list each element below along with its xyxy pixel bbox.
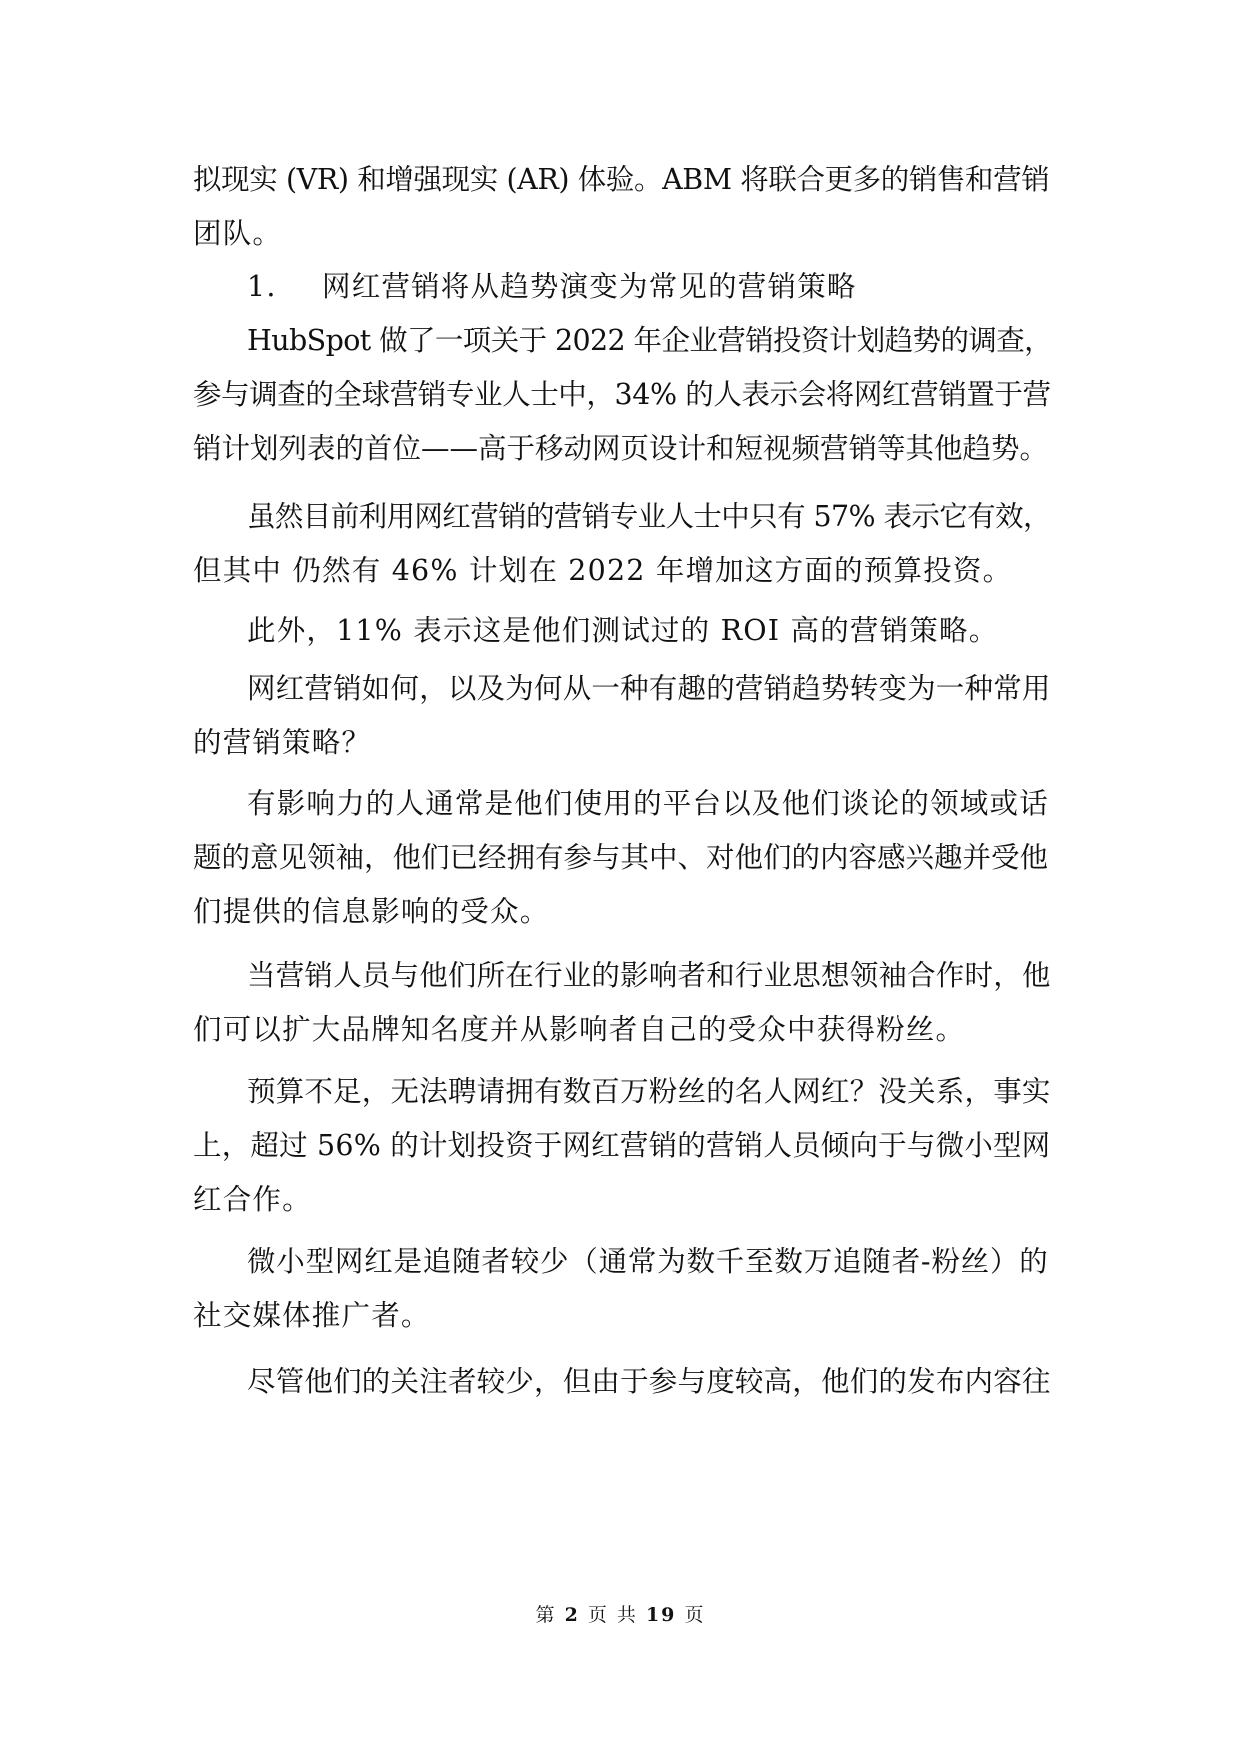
body-line: 有影响力的人通常是他们使用的平台以及他们谈论的领域或话 xyxy=(247,787,1049,820)
footer-prefix: 第 xyxy=(535,1604,557,1626)
body-line: 虽然目前利用网红营销的营销专业人士中只有 57% 表示它有效， xyxy=(247,500,1051,533)
body-line: 们可以扩大品牌知名度并从影响者自己的受众中获得粉丝。 xyxy=(193,1013,966,1046)
body-line: 尽管他们的关注者较少，但由于参与度较高，他们的发布内容往 xyxy=(247,1365,1051,1398)
body-line: 拟现实 (VR) 和增强现实 (AR) 体验。ABM 将联合更多的销售和营销 xyxy=(193,163,1050,196)
body-line: 参与调查的全球营销专业人士中，34% 的人表示会将网红营销置于营 xyxy=(193,378,1051,411)
body-line: 的营销策略？ xyxy=(193,726,372,759)
heading-number: 1. xyxy=(247,270,277,303)
body-line: 们提供的信息影响的受众。 xyxy=(193,895,550,928)
body-line: 社交媒体推广者。 xyxy=(193,1299,431,1332)
body-line: HubSpot 做了一项关于 2022 年企业营销投资计划趋势的调查， xyxy=(247,324,1053,357)
body-line: 微小型网红是追随者较少（通常为数千至数万追随者-粉丝）的 xyxy=(247,1245,1049,1278)
footer-total-pages: 19 xyxy=(645,1604,677,1626)
body-line: 团队。 xyxy=(193,217,283,250)
body-line: 网红营销如何，以及为何从一种有趣的营销趋势转变为一种常用 xyxy=(247,672,1051,705)
body-line: 当营销人员与他们所在行业的影响者和行业思想领袖合作时，他 xyxy=(247,959,1051,992)
body-line: 此外，11% 表示这是他们测试过的 ROI 高的营销策略。 xyxy=(247,614,999,647)
body-line: 销计划列表的首位——高于移动网页设计和短视频营销等其他趋势。 xyxy=(193,432,1049,465)
heading-text: 网红营销将从趋势演变为常见的营销策略 xyxy=(322,270,857,303)
body-line: 红合作。 xyxy=(193,1183,312,1216)
footer-current-page: 2 xyxy=(564,1604,580,1626)
body-line: 预算不足，无法聘请拥有数百万粉丝的名人网红？没关系，事实 xyxy=(247,1075,1051,1108)
footer-middle: 页 共 xyxy=(587,1604,638,1626)
footer-suffix: 页 xyxy=(684,1604,706,1626)
body-line: 但其中 仍然有 46% 计划在 2022 年增加这方面的预算投资。 xyxy=(193,554,1013,587)
body-line: 题的意见领袖，他们已经拥有参与其中、对他们的内容感兴趣并受他 xyxy=(193,841,1049,874)
page-footer xyxy=(0,1602,1241,1628)
body-line: 上，超过 56% 的计划投资于网红营销的营销人员倾向于与微小型网 xyxy=(193,1129,1051,1162)
